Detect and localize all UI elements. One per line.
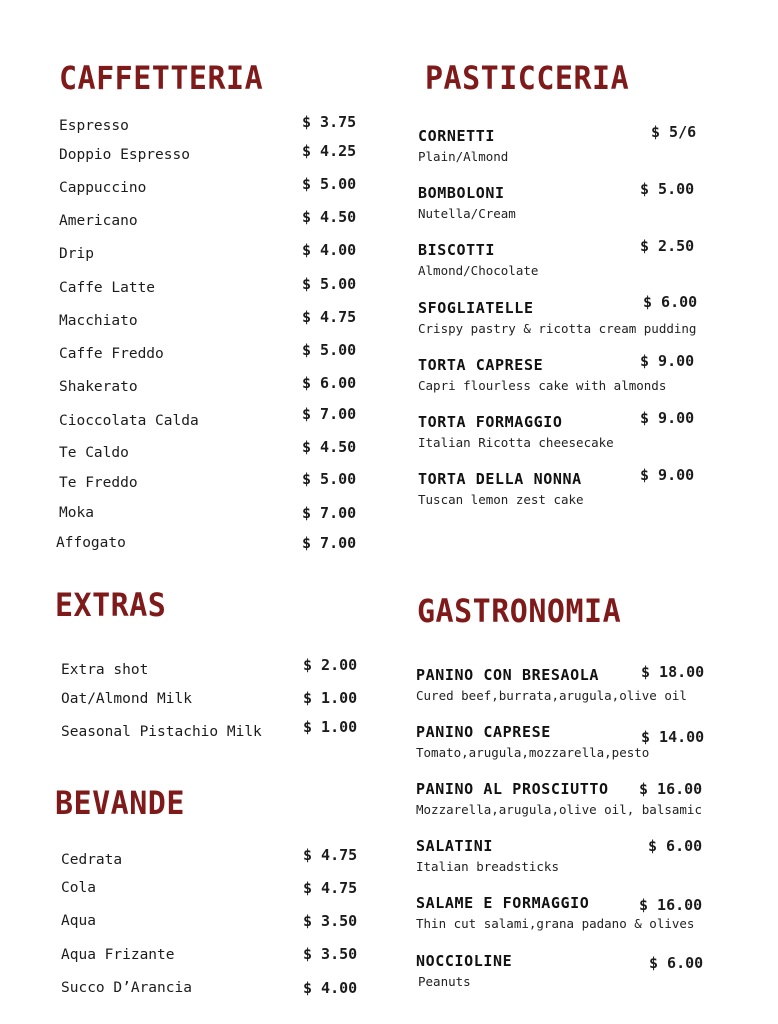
item-price: $ 5.00 [302, 341, 357, 359]
item-name: TORTA CAPRESE [418, 356, 544, 374]
item-name: Extra shot [61, 662, 149, 678]
item-name: Moka [59, 505, 94, 521]
section-title-gastronomia: GASTRONOMIA [417, 593, 622, 631]
menu-item [418, 180, 708, 224]
menu-item [61, 980, 361, 1000]
item-price: $ 6.00 [649, 954, 704, 972]
item-price: $ 2.00 [303, 656, 358, 674]
item-name: TORTA DELLA NONNA [418, 470, 582, 488]
item-name: Espresso [59, 118, 129, 134]
menu-item [59, 308, 359, 333]
item-description: Peanuts [418, 974, 471, 989]
menu-item [418, 352, 708, 396]
item-price: $ 7.00 [302, 504, 357, 522]
item-price: $ 6.00 [643, 293, 698, 311]
menu-item [59, 142, 359, 167]
item-price: $ 5/6 [651, 123, 697, 141]
item-name: Cappuccino [59, 180, 147, 196]
section-title-pasticceria: PASTICCERIA [425, 60, 630, 98]
item-price: $ 4.75 [303, 846, 358, 864]
item-name: SALATINI [416, 837, 494, 855]
item-description: Almond/Chocolate [418, 263, 539, 278]
item-name: Oat/Almond Milk [61, 691, 192, 707]
menu-item [59, 470, 359, 495]
item-price: $ 4.50 [302, 208, 357, 226]
item-name: Shakerato [59, 379, 138, 395]
item-name: Affogato [56, 535, 126, 551]
item-name: Drip [59, 246, 94, 262]
menu-item [59, 208, 359, 233]
item-name: Cioccolata Calda [59, 413, 199, 429]
item-name: BOMBOLONI [418, 184, 505, 202]
item-price: $ 4.50 [302, 438, 357, 456]
item-name: PANINO CON BRESAOLA [416, 666, 599, 684]
menu-item [418, 237, 708, 281]
menu-item [59, 374, 359, 399]
item-name: PANINO CAPRESE [416, 723, 551, 741]
menu-item [416, 894, 716, 934]
item-name: NOCCIOLINE [416, 952, 513, 970]
item-name: Caffe Freddo [59, 346, 164, 362]
menu-item [56, 535, 359, 555]
menu-item [59, 241, 359, 266]
menu-item [416, 837, 716, 877]
menu-item [61, 913, 361, 933]
menu-item [59, 113, 359, 138]
item-name: TORTA FORMAGGIO [418, 413, 563, 431]
item-price: $ 18.00 [641, 663, 705, 681]
menu-item [59, 175, 359, 200]
item-name: Seasonal Pistachio Milk [61, 724, 262, 740]
menu-item [61, 880, 361, 900]
item-name: Aqua [61, 913, 96, 929]
item-price: $ 7.00 [302, 534, 357, 552]
item-description: Italian breadsticks [416, 859, 559, 874]
item-price: $ 5.00 [302, 470, 357, 488]
item-name: SALAME E FORMAGGIO [416, 894, 590, 912]
item-price: $ 14.00 [641, 728, 705, 746]
item-price: $ 6.00 [302, 374, 357, 392]
item-description: Tomato,arugula,mozzarella,pesto [416, 745, 650, 760]
menu-item [59, 405, 359, 433]
item-price: $ 1.00 [303, 718, 358, 736]
menu-item [416, 780, 716, 820]
item-description: Tuscan lemon zest cake [418, 492, 584, 507]
item-description: Nutella/Cream [418, 206, 516, 221]
item-description: Cured beef,burrata,arugula,olive oil [416, 688, 687, 703]
item-name: Cedrata [61, 852, 123, 868]
item-description: Mozzarella,arugula,olive oil, balsamic [416, 802, 702, 817]
menu-item [418, 466, 708, 510]
item-price: $ 4.75 [302, 308, 357, 326]
menu-item [418, 123, 708, 167]
item-description: Thin cut salami,grana padano & olives [416, 916, 695, 931]
item-price: $ 9.00 [640, 466, 695, 484]
menu-item [418, 409, 708, 453]
item-price: $ 16.00 [639, 896, 703, 914]
item-name: Aqua Frizante [61, 947, 175, 963]
menu-item [59, 275, 359, 300]
item-description: Capri flourless cake with almonds [418, 378, 667, 393]
menu-item [59, 341, 359, 366]
menu-item [61, 846, 361, 872]
menu-item [61, 656, 361, 682]
menu-item [59, 438, 359, 465]
item-name: Te Freddo [59, 475, 138, 491]
menu-item [61, 691, 361, 711]
item-price: $ 4.00 [303, 979, 358, 997]
item-price: $ 5.00 [302, 175, 357, 193]
item-name: CORNETTI [418, 127, 496, 145]
item-price: $ 3.50 [303, 945, 358, 963]
item-price: $ 9.00 [640, 352, 695, 370]
menu-item [416, 663, 716, 706]
menu-item [416, 952, 716, 992]
menu-item [61, 947, 361, 967]
item-name: BISCOTTI [418, 241, 496, 259]
menu-item [61, 718, 361, 744]
section-title-caffetteria: CAFFETTERIA [59, 60, 264, 98]
menu-item [418, 293, 718, 339]
item-name: Doppio Espresso [59, 147, 190, 163]
item-price: $ 3.50 [303, 912, 358, 930]
item-price: $ 16.00 [639, 780, 703, 798]
item-name: Te Caldo [59, 445, 129, 461]
item-price: $ 7.00 [302, 405, 357, 423]
item-name: PANINO AL PROSCIUTTO [416, 780, 609, 798]
menu-item [416, 723, 716, 763]
item-name: Macchiato [59, 313, 138, 329]
item-price: $ 9.00 [640, 409, 695, 427]
item-name: Americano [59, 213, 138, 229]
item-name: Succo D’Arancia [61, 980, 192, 996]
item-price: $ 4.25 [302, 142, 357, 160]
item-description: Plain/Almond [418, 149, 509, 164]
item-price: $ 5.00 [302, 275, 357, 293]
section-title-bevande: BEVANDE [55, 785, 185, 823]
section-title-extras: EXTRAS [55, 587, 167, 625]
item-description: Italian Ricotta cheesecake [418, 435, 614, 450]
menu-item [59, 505, 359, 525]
item-price: $ 4.75 [303, 879, 358, 897]
item-price: $ 3.75 [302, 113, 357, 131]
item-price: $ 1.00 [303, 689, 358, 707]
item-price: $ 6.00 [648, 837, 703, 855]
item-price: $ 2.50 [640, 237, 695, 255]
item-name: Cola [61, 880, 96, 896]
item-price: $ 4.00 [302, 241, 357, 259]
item-name: SFOGLIATELLE [418, 299, 534, 317]
item-description: Crispy pastry & ricotta cream pudding [418, 321, 697, 336]
item-name: Caffe Latte [59, 280, 156, 296]
item-price: $ 5.00 [640, 180, 695, 198]
